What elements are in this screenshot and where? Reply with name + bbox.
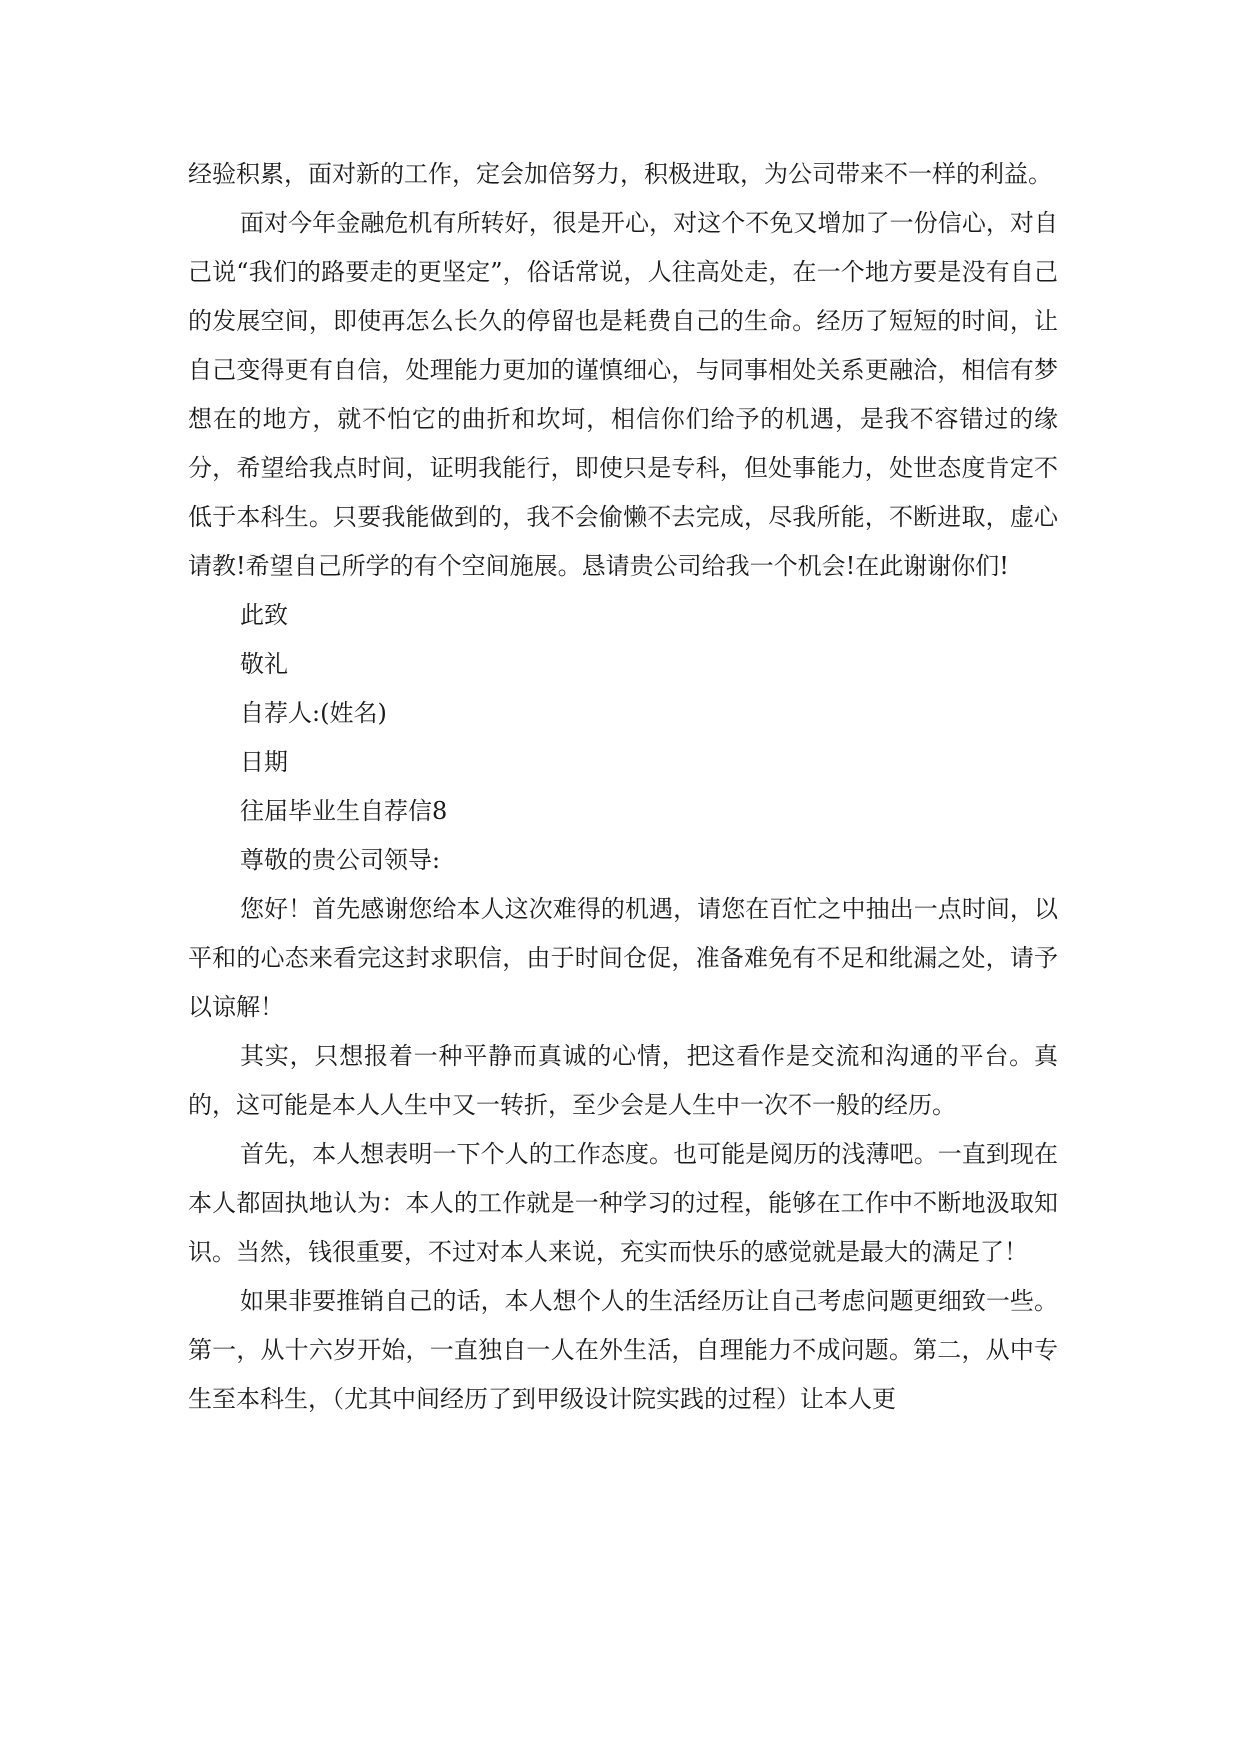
closing-salutation: 此致	[240, 601, 288, 629]
closing-regards: 敬礼	[240, 650, 288, 678]
date-line: 日期	[240, 748, 288, 776]
paragraph-continued: 经验积累，面对新的工作，定会加倍努力，积极进取，为公司带来不一样的利益。	[188, 160, 1052, 188]
signature-line: 自荐人:(姓名)	[240, 699, 387, 727]
paragraph-thanks: 您好！首先感谢您给本人这次难得的机遇，请您在百忙之中抽出一点时间，以平和的心态来看完这封求职信，由于时间仓促，准备难免有不足和纰漏之处，请予以谅解！	[188, 895, 1058, 1021]
paragraph-self-promotion: 如果非要推销自己的话，本人想个人的生活经历让自己考虑问题更细致一些。第一，从十六岁开始，一直独自一人在外生活，自理能力不成问题。第二，从中专生至本科生，（尤其中间经历了到甲级设计院实践的过程）让本人更	[188, 1287, 1058, 1413]
greeting: 尊敬的贵公司领导:	[240, 846, 441, 874]
paragraph-work-attitude: 首先，本人想表明一下个人的工作态度。也可能是阅历的浅薄吧。一直到现在本人都固执地认为：本人的工作就是一种学习的过程，能够在工作中不断地汲取知识。当然，钱很重要，不过对本人来说，充实而快乐的感觉就是最大的满足了！	[188, 1140, 1058, 1266]
paragraph-sincere: 其实，只想报着一种平静而真诚的心情，把这看作是交流和沟通的平台。真的，这可能是本人人生中又一转折，至少会是人生中一次不一般的经历。	[188, 1042, 1058, 1119]
paragraph-financial-crisis: 面对今年金融危机有所转好，很是开心，对这个不免又增加了一份信心，对自己说“我们的路要走的更坚定”，俗话常说，人往高处走，在一个地方要是没有自己的发展空间，即使再怎么长久的停留也是耗费自己的生命。经历了短短的时间，让自己变得更有自信，处理能力更加的谨慎细心，与同事相处关系更融洽，相信有梦想在的地方，就不怕它的曲折和坎坷，相信你们给予的机遇，是我不容错过的缘分，希望给我点时间，证明我能行，即使只是专科，但处事能力，处世态度肯定不低于本科生。只要我能做到的，我不会偷懒不去完成，尽我所能，不断进取，虚心请教!希望自己所学的有个空间施展。恳请贵公司给我一个机会!在此谢谢你们!	[188, 209, 1058, 580]
letter-title: 往届毕业生自荐信8	[240, 797, 448, 825]
document-page	[188, 150, 1058, 1424]
